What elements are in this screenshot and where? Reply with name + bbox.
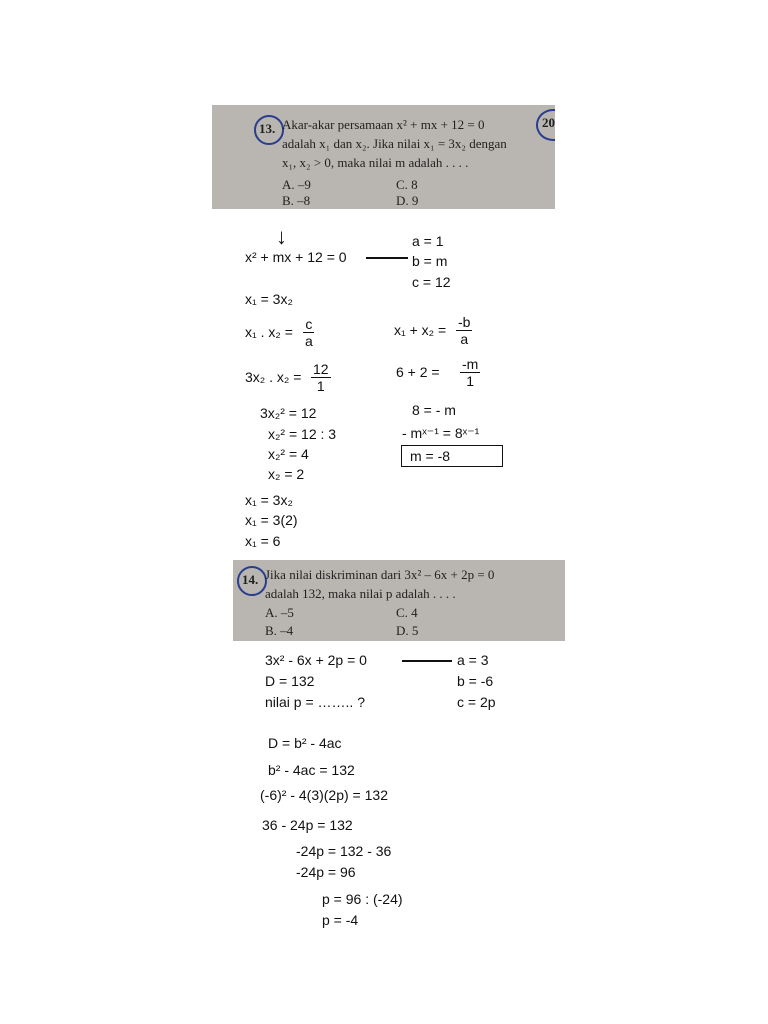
- q13-step-4: x₂ = 2: [268, 466, 305, 482]
- q13-step-2: x₂² = 12 : 3: [268, 426, 337, 442]
- q13-step-3: x₂² = 4: [268, 446, 309, 462]
- q13-product-fraction: [303, 316, 315, 349]
- q14-coef-b: b = -6: [457, 673, 494, 689]
- question-13-option-d: D. 9: [396, 193, 419, 208]
- question-14-line-1: Jika nilai diskriminan dari 3x² – 6x + 2p = 0: [265, 567, 495, 582]
- question-14-scan: [233, 560, 565, 641]
- q14-coef-c: c = 2p: [457, 694, 496, 710]
- q13-x1-line-1: x₁ = 3x₂: [245, 492, 293, 508]
- q14-work-2: b² - 4ac = 132: [268, 762, 355, 778]
- q14-ask: nilai p = …….. ?: [265, 694, 365, 710]
- q14-connector-line: [402, 660, 452, 662]
- q14-work-7: p = 96 : (-24): [322, 891, 403, 907]
- question-14-option-b: B. –4: [265, 623, 294, 638]
- next-question-number: 20: [542, 115, 555, 130]
- q13-connector-line: [366, 257, 408, 259]
- question-13-scan: [212, 105, 555, 209]
- q13-result-1: 8 = - m: [412, 402, 456, 418]
- question-14-option-a: A. –5: [265, 605, 294, 620]
- question-14-option-d: D. 5: [396, 623, 419, 638]
- q13-sum2-denominator: 1: [466, 373, 475, 389]
- q14-work-3: (-6)² - 4(3)(2p) = 132: [260, 787, 388, 803]
- q13-substitution-lhs: 3x₂ . x₂ =: [245, 369, 302, 385]
- arrow-annotation: ↓: [276, 224, 287, 249]
- q13-step-1: 3x₂² = 12: [260, 405, 317, 421]
- q14-equation: 3x² - 6x + 2p = 0: [265, 652, 367, 668]
- q13-product-numerator: c: [305, 316, 313, 332]
- question-14-number: 14.: [242, 572, 259, 587]
- q14-coef-a: a = 3: [457, 652, 489, 668]
- q13-product-denominator: a: [305, 333, 313, 349]
- q13-x1-line-2: x₁ = 3(2): [245, 512, 298, 528]
- q13-coef-b: b = m: [412, 253, 448, 269]
- q13-substitution-denominator: 1: [316, 378, 325, 394]
- q13-given: x₁ = 3x₂: [245, 291, 293, 307]
- question-14-line-2: adalah 132, maka nilai p adalah . . . .: [265, 586, 456, 601]
- q14-work-6: -24p = 96: [296, 864, 356, 880]
- q13-sum-fraction: [456, 314, 472, 347]
- q14-work-1: D = b² - 4ac: [268, 735, 342, 751]
- q13-result-2: - mˣ⁻¹ = 8ˣ⁻¹: [402, 425, 480, 441]
- q13-coef-c: c = 12: [412, 274, 451, 290]
- q14-work-5: -24p = 132 - 36: [296, 843, 392, 859]
- question-14-option-c: C. 4: [396, 605, 418, 620]
- q13-substitution-fraction: [311, 361, 331, 394]
- q13-x1-line-3: x₁ = 6: [245, 533, 281, 549]
- q13-sum-numerator: -b: [458, 314, 471, 330]
- question-13-line-2: adalah x₁ dan x₂. Jika nilai x₁ = 3x₂ dengan: [282, 136, 507, 151]
- q13-substitution-numerator: 12: [313, 361, 329, 377]
- q13-sum-lhs: x₁ + x₂ =: [394, 322, 447, 338]
- q13-coef-a: a = 1: [412, 233, 444, 249]
- question-13-option-c: C. 8: [396, 177, 418, 192]
- q13-sum2-lhs: 6 + 2 =: [396, 364, 440, 380]
- q13-final-answer-box: m = -8: [401, 445, 503, 467]
- q14-work-8: p = -4: [322, 912, 359, 928]
- question-13-option-b: B. –8: [282, 193, 311, 208]
- q14-given-d: D = 132: [265, 673, 315, 689]
- q14-work-4: 36 - 24p = 132: [262, 817, 353, 833]
- q13-equation: x² + mx + 12 = 0: [245, 249, 347, 265]
- q13-sum2-numerator: -m: [462, 356, 479, 372]
- question-13-line-3: x₁, x₂ > 0, maka nilai m adalah . . . .: [282, 155, 469, 170]
- question-13-line-1: Akar-akar persamaan x² + mx + 12 = 0: [282, 117, 485, 132]
- q13-product-lhs: x₁ . x₂ =: [245, 324, 293, 340]
- question-13-option-a: A. –9: [282, 177, 311, 192]
- q13-sum2-fraction: [460, 356, 480, 389]
- question-13-number: 13.: [259, 121, 276, 136]
- q13-sum-denominator: a: [460, 331, 469, 347]
